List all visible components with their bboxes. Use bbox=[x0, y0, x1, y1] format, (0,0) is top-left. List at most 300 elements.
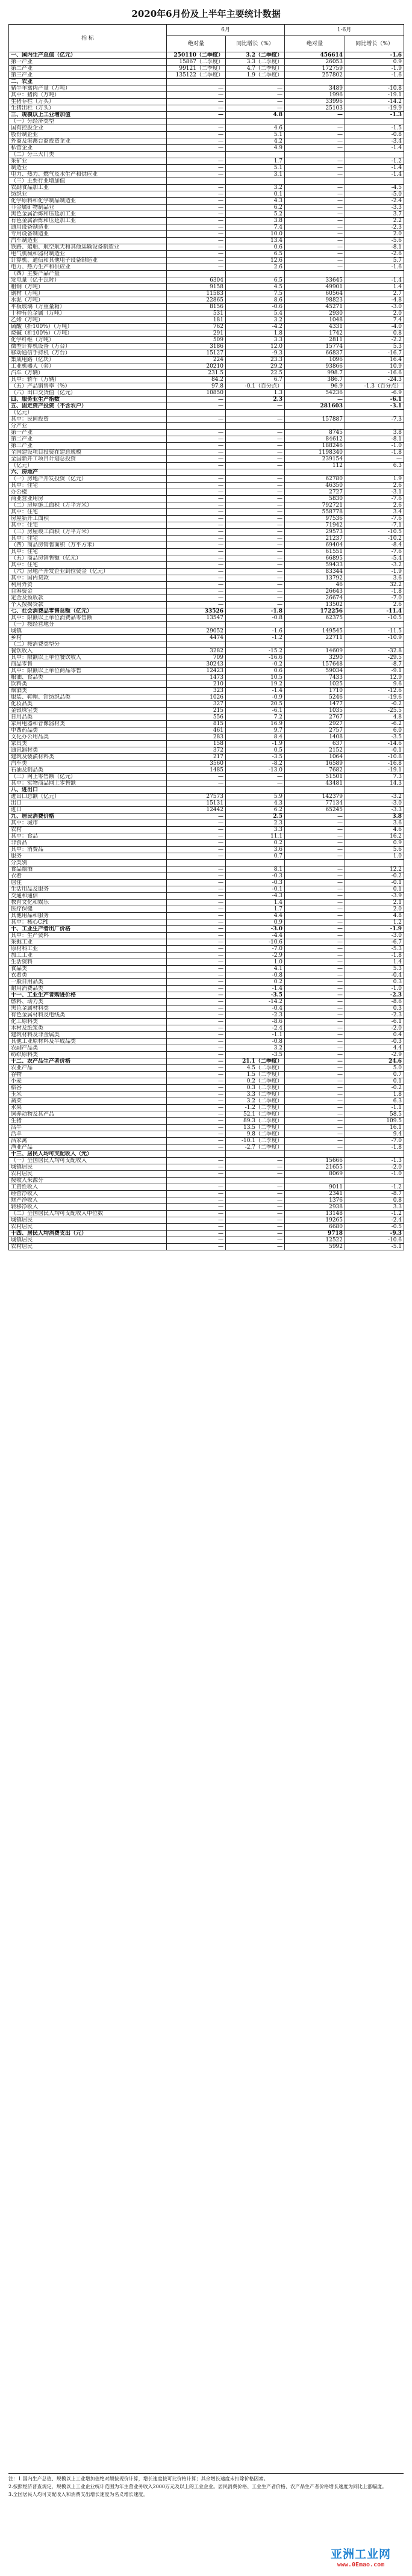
row-indicator-name: 乙烯（万吨） bbox=[9, 317, 167, 324]
row-half-growth: -5.4 bbox=[345, 555, 404, 562]
row-indicator-name: 生猪出栏（万头） bbox=[9, 105, 167, 112]
row-indicator-name: 集成电路（亿块） bbox=[9, 357, 167, 363]
row-half-absolute: 4331 bbox=[285, 324, 345, 330]
row-month-growth: -0.4 bbox=[226, 1005, 285, 1012]
row-half-growth: -24.3 bbox=[345, 377, 404, 383]
row-indicator-name: 服务 bbox=[9, 853, 167, 860]
row-month-absolute: 15131 bbox=[167, 800, 226, 807]
table-row bbox=[9, 913, 404, 919]
row-month-absolute: — bbox=[167, 158, 226, 165]
table-row bbox=[9, 794, 404, 800]
row-half-absolute: — bbox=[285, 185, 345, 191]
row-month-growth: — bbox=[226, 562, 285, 569]
row-half-absolute: — bbox=[285, 847, 345, 853]
row-month-absolute: 283 bbox=[167, 734, 226, 741]
row-indicator-name: 十四、居民人均消费支出（元） bbox=[9, 1231, 167, 1237]
table-row bbox=[9, 1144, 404, 1151]
row-half-growth: 1.4 bbox=[345, 284, 404, 291]
row-month-absolute: — bbox=[167, 926, 226, 933]
row-month-absolute: — bbox=[167, 986, 226, 992]
row-indicator-name: 服装、鞋帽、针纺织品类 bbox=[9, 694, 167, 701]
row-half-absolute bbox=[285, 787, 345, 794]
table-row bbox=[9, 52, 404, 59]
row-month-absolute: 13547 bbox=[167, 615, 226, 622]
row-month-growth: — bbox=[226, 780, 285, 787]
table-row bbox=[9, 1224, 404, 1231]
table-row bbox=[9, 1191, 404, 1197]
row-half-absolute: 59433 bbox=[285, 562, 345, 569]
row-indicator-name: 黑色金属材料类 bbox=[9, 1005, 167, 1012]
row-indicator-name: 八、进出口 bbox=[9, 787, 167, 794]
row-half-growth: -2.2 bbox=[345, 337, 404, 344]
table-body bbox=[9, 52, 404, 1250]
row-half-absolute: — bbox=[285, 1025, 345, 1032]
row-month-growth: — bbox=[226, 436, 285, 443]
row-half-absolute bbox=[285, 79, 345, 85]
row-half-growth: -0.8 bbox=[345, 132, 404, 138]
row-half-growth: -2.6 bbox=[345, 251, 404, 258]
row-indicator-name: 农村居民 bbox=[9, 1224, 167, 1231]
row-half-growth: 0.7 bbox=[345, 1072, 404, 1078]
row-month-absolute: — bbox=[167, 555, 226, 562]
row-month-absolute: 231.5 bbox=[167, 370, 226, 377]
row-indicator-name: 小麦 bbox=[9, 1078, 167, 1085]
row-half-growth: 2.6 bbox=[345, 502, 404, 509]
table-row bbox=[9, 99, 404, 105]
row-half-absolute: — bbox=[285, 1092, 345, 1098]
table-row bbox=[9, 1178, 404, 1184]
row-month-growth bbox=[226, 79, 285, 85]
row-month-absolute: — bbox=[167, 416, 226, 423]
row-month-growth: -1.9 bbox=[226, 741, 285, 747]
row-indicator-name: 全国新开工项目计划总投资 bbox=[9, 456, 167, 463]
row-half-absolute: 15774 bbox=[285, 344, 345, 350]
row-half-growth: -1.2 bbox=[345, 158, 404, 165]
row-month-growth: -1.1 bbox=[226, 1032, 285, 1039]
row-half-growth: -19.9 bbox=[345, 105, 404, 112]
row-month-absolute: — bbox=[167, 1012, 226, 1019]
row-month-growth: — bbox=[226, 1237, 285, 1244]
row-half-absolute: 12522 bbox=[285, 1237, 345, 1244]
row-indicator-name: 金银珠宝类 bbox=[9, 708, 167, 714]
table-row bbox=[9, 443, 404, 449]
row-month-absolute: 3282 bbox=[167, 648, 226, 655]
row-half-absolute: 1048 bbox=[285, 317, 345, 324]
row-month-growth: — bbox=[226, 99, 285, 105]
table-row bbox=[9, 1164, 404, 1171]
row-half-growth: -0.2 bbox=[345, 873, 404, 880]
row-month-absolute: 12423 bbox=[167, 668, 226, 675]
row-half-absolute: — bbox=[285, 125, 345, 132]
row-half-growth: 6.3 bbox=[345, 463, 404, 469]
row-month-growth: 6.2 bbox=[226, 205, 285, 211]
row-half-absolute: 2727 bbox=[285, 489, 345, 496]
row-month-growth: 3.3 bbox=[226, 827, 285, 833]
row-indicator-name: 其中：实物商品网上零售额 bbox=[9, 780, 167, 787]
row-half-growth: -9.3 bbox=[345, 1231, 404, 1237]
table-row bbox=[9, 873, 404, 880]
row-indicator-name: 生猪 bbox=[9, 1118, 167, 1125]
row-month-absolute: — bbox=[167, 1058, 226, 1065]
row-month-absolute: — bbox=[167, 165, 226, 171]
row-half-absolute: 13792 bbox=[285, 575, 345, 582]
row-indicator-name: 第三产业 bbox=[9, 72, 167, 79]
row-month-growth: — bbox=[226, 1211, 285, 1217]
row-half-absolute: 49901 bbox=[285, 284, 345, 291]
row-month-absolute: 291 bbox=[167, 330, 226, 337]
row-half-growth bbox=[345, 1178, 404, 1184]
table-row bbox=[9, 880, 404, 886]
table-row bbox=[9, 310, 404, 317]
row-indicator-name: 商品零售 bbox=[9, 661, 167, 668]
row-month-absolute: — bbox=[167, 251, 226, 258]
row-half-growth: -8.6 bbox=[345, 999, 404, 1005]
table-row bbox=[9, 178, 404, 185]
row-month-growth: 2.3 bbox=[226, 397, 285, 403]
row-indicator-name: 渔业产品 bbox=[9, 1144, 167, 1151]
row-indicator-name: 电力、热力生产和供应业 bbox=[9, 264, 167, 271]
row-month-absolute: 30243 bbox=[167, 661, 226, 668]
row-indicator-name: 其中：城市 bbox=[9, 820, 167, 827]
row-month-absolute: 224 bbox=[167, 357, 226, 363]
row-month-growth: 12.0 bbox=[226, 344, 285, 350]
row-half-absolute: 45271 bbox=[285, 304, 345, 310]
table-row bbox=[9, 205, 404, 211]
row-indicator-name: 电气机械和器材制造业 bbox=[9, 251, 167, 258]
table-row bbox=[9, 383, 404, 390]
row-half-absolute: 1035 bbox=[285, 708, 345, 714]
row-indicator-name: 财产净收入 bbox=[9, 1197, 167, 1204]
row-month-absolute: — bbox=[167, 595, 226, 602]
row-month-growth: -0.6 bbox=[226, 304, 285, 310]
row-half-growth: -1.0 bbox=[345, 1171, 404, 1178]
row-half-growth: -19.6 bbox=[345, 694, 404, 701]
row-half-absolute: 3290 bbox=[285, 655, 345, 661]
table-row bbox=[9, 191, 404, 198]
table-row bbox=[9, 886, 404, 893]
row-month-absolute: — bbox=[167, 1184, 226, 1191]
table-row bbox=[9, 410, 404, 416]
row-month-growth: 1.3 bbox=[226, 390, 285, 397]
row-indicator-name: 生猪存栏（万头） bbox=[9, 99, 167, 105]
row-half-absolute: — bbox=[285, 1098, 345, 1105]
row-half-growth: 5.0 bbox=[345, 1065, 404, 1072]
row-indicator-name: 农业产品 bbox=[9, 1065, 167, 1072]
header-half-growth: 同比增长（%） bbox=[345, 36, 404, 52]
row-half-growth: -1.9 bbox=[345, 66, 404, 72]
row-half-growth: -10.9 bbox=[345, 635, 404, 641]
table-row bbox=[9, 165, 404, 171]
row-half-absolute: — bbox=[285, 886, 345, 893]
row-indicator-name: 纺织业 bbox=[9, 191, 167, 198]
table-row bbox=[9, 277, 404, 284]
row-half-growth: -3.3 bbox=[345, 807, 404, 814]
row-half-growth: -29.5 bbox=[345, 655, 404, 661]
row-month-growth: — bbox=[226, 1231, 285, 1237]
row-month-absolute: — bbox=[167, 171, 226, 178]
row-month-growth: 0.2（二季度） bbox=[226, 1078, 285, 1085]
row-indicator-name: 其中：限额以上单位商品零售 bbox=[9, 668, 167, 675]
row-half-growth: -7.6 bbox=[345, 549, 404, 555]
row-month-absolute: — bbox=[167, 1065, 226, 1072]
row-half-absolute: — bbox=[285, 900, 345, 906]
table-row bbox=[9, 284, 404, 291]
row-half-absolute: 54236 bbox=[285, 390, 345, 397]
row-indicator-name: 城镇居民 bbox=[9, 1237, 167, 1244]
row-half-growth: 16.1 bbox=[345, 1125, 404, 1131]
row-month-absolute: — bbox=[167, 132, 226, 138]
table-row bbox=[9, 708, 404, 714]
row-month-absolute: — bbox=[167, 1131, 226, 1138]
row-half-growth: 4.8 bbox=[345, 913, 404, 919]
row-month-absolute: 709 bbox=[167, 655, 226, 661]
row-half-absolute: — bbox=[285, 840, 345, 847]
row-indicator-name: 经营净收入 bbox=[9, 1191, 167, 1197]
table-row bbox=[9, 919, 404, 926]
row-month-growth: — bbox=[226, 509, 285, 516]
table-row bbox=[9, 833, 404, 840]
row-half-growth: -2.3 bbox=[345, 992, 404, 999]
row-month-absolute: 3560 bbox=[167, 761, 226, 767]
row-month-growth: -0.1（百分点） bbox=[226, 383, 285, 390]
row-half-absolute: — bbox=[285, 939, 345, 946]
row-half-growth: -6.7 bbox=[345, 939, 404, 946]
row-half-absolute: 1996 bbox=[285, 92, 345, 99]
row-month-absolute: — bbox=[167, 833, 226, 840]
row-indicator-name: 铁路、船舶、航空航天和其他运输设备制造业 bbox=[9, 244, 167, 251]
row-month-growth bbox=[226, 119, 285, 125]
row-month-growth: 0.6 bbox=[226, 244, 285, 251]
table-row bbox=[9, 549, 404, 555]
row-month-absolute: — bbox=[167, 1098, 226, 1105]
row-half-growth: 0.8 bbox=[345, 1197, 404, 1204]
row-half-absolute: — bbox=[285, 853, 345, 860]
row-half-growth: -10.2 bbox=[345, 536, 404, 542]
row-month-absolute: — bbox=[167, 502, 226, 509]
row-month-absolute: 327 bbox=[167, 701, 226, 708]
table-row bbox=[9, 939, 404, 946]
row-half-growth: -6.1 bbox=[345, 397, 404, 403]
row-half-absolute: — bbox=[285, 999, 345, 1005]
row-indicator-name: 十二、农产品生产者价格 bbox=[9, 1058, 167, 1065]
row-month-growth: 3.2 bbox=[226, 185, 285, 191]
table-row bbox=[9, 92, 404, 99]
row-indicator-name: 采矿业 bbox=[9, 158, 167, 165]
row-month-absolute: — bbox=[167, 1118, 226, 1125]
row-half-growth: 6.0 bbox=[345, 727, 404, 734]
row-half-absolute: 65245 bbox=[285, 807, 345, 814]
row-month-absolute: — bbox=[167, 231, 226, 238]
row-month-absolute: — bbox=[167, 1039, 226, 1045]
row-month-growth: — bbox=[226, 555, 285, 562]
row-half-absolute: 15666 bbox=[285, 1158, 345, 1164]
row-month-growth: 13.4 bbox=[226, 238, 285, 244]
footnote-1: 注：1.国内生产总值、规模以上工业增加值绝对额按现价计算，增长速度按可比价格计算；其余增长速度未扣除价格因素。 bbox=[8, 2476, 269, 2482]
table-row bbox=[9, 509, 404, 516]
table-row bbox=[9, 979, 404, 986]
row-month-growth: 8.4 bbox=[226, 734, 285, 741]
row-month-growth: — bbox=[226, 1191, 285, 1197]
row-month-growth: 3.2 bbox=[226, 1045, 285, 1052]
table-row bbox=[9, 761, 404, 767]
row-month-growth: — bbox=[226, 416, 285, 423]
row-half-absolute: — bbox=[285, 1072, 345, 1078]
table-row bbox=[9, 304, 404, 310]
row-half-growth: -6.9 bbox=[345, 390, 404, 397]
table-row bbox=[9, 860, 404, 866]
row-month-growth: 8.1 bbox=[226, 866, 285, 873]
row-indicator-name: 第三产业 bbox=[9, 443, 167, 449]
table-row bbox=[9, 1184, 404, 1191]
row-half-absolute: — bbox=[285, 145, 345, 152]
row-month-absolute bbox=[167, 410, 226, 416]
row-month-growth: -2.4 bbox=[226, 1025, 285, 1032]
row-indicator-name: 衣着类 bbox=[9, 972, 167, 979]
row-half-growth: -1.8 bbox=[345, 449, 404, 456]
row-half-absolute: 637 bbox=[285, 741, 345, 747]
row-half-absolute: — bbox=[285, 1012, 345, 1019]
row-indicator-name: 汽车（万辆） bbox=[9, 370, 167, 377]
row-indicator-name: 其中：限额以上单位餐饮收入 bbox=[9, 655, 167, 661]
table-row bbox=[9, 555, 404, 562]
row-indicator-name: 硫酸（折100%）（万吨） bbox=[9, 324, 167, 330]
table-row bbox=[9, 390, 404, 397]
row-half-growth: -3.1 bbox=[345, 403, 404, 410]
table-row bbox=[9, 1118, 404, 1125]
row-half-growth: 5.6 bbox=[345, 847, 404, 853]
row-month-growth: 6.5 bbox=[226, 251, 285, 258]
row-indicator-name: 农副食品加工业 bbox=[9, 185, 167, 191]
row-month-absolute: — bbox=[167, 1078, 226, 1085]
row-half-growth: 12.2 bbox=[345, 866, 404, 873]
row-half-absolute: 188246 bbox=[285, 443, 345, 449]
row-month-absolute: 762 bbox=[167, 324, 226, 330]
row-month-growth: 9.7 bbox=[226, 727, 285, 734]
row-half-growth: 4.8 bbox=[345, 714, 404, 721]
row-half-growth: 2.6 bbox=[345, 483, 404, 489]
row-month-absolute: — bbox=[167, 900, 226, 906]
row-indicator-name: 烟酒类 bbox=[9, 688, 167, 694]
row-half-growth: -1.8 bbox=[345, 588, 404, 595]
row-month-growth: — bbox=[226, 1197, 285, 1204]
row-month-growth: 10.5 bbox=[226, 675, 285, 681]
row-half-growth: -2.9 bbox=[345, 1052, 404, 1058]
row-indicator-name: （五）产品销售率（%） bbox=[9, 383, 167, 390]
table-row bbox=[9, 502, 404, 509]
row-month-growth: 7.4 bbox=[226, 224, 285, 231]
row-month-absolute bbox=[167, 178, 226, 185]
row-month-absolute: — bbox=[167, 1052, 226, 1058]
row-half-growth: 109.5 bbox=[345, 1118, 404, 1125]
row-month-growth: 16.9 bbox=[226, 721, 285, 727]
row-half-absolute: — bbox=[285, 218, 345, 224]
row-month-absolute: 10850 bbox=[167, 390, 226, 397]
table-row bbox=[9, 820, 404, 827]
row-month-absolute: — bbox=[167, 516, 226, 522]
table-row bbox=[9, 602, 404, 608]
row-half-growth: 0.1 bbox=[345, 1078, 404, 1085]
row-month-growth: -3.5 bbox=[226, 992, 285, 999]
table-row bbox=[9, 423, 404, 430]
footnote-2: 2.按照经济普查规定，规模以上工业企业统计范围为年主营业务收入2000万元及以上的工业企业。居民消费价格、工业生产者价格、农产品生产者价格增长速度为同比上涨幅度。 bbox=[8, 2484, 387, 2489]
table-row bbox=[9, 363, 404, 370]
row-half-growth bbox=[345, 1151, 404, 1158]
row-half-growth: -4.0 bbox=[345, 324, 404, 330]
row-month-absolute: 15867（二季度） bbox=[167, 59, 226, 66]
header-month: 6月 bbox=[167, 25, 285, 36]
row-month-absolute: 556 bbox=[167, 714, 226, 721]
row-month-absolute: — bbox=[167, 953, 226, 959]
table-row bbox=[9, 271, 404, 277]
row-half-absolute: — bbox=[285, 264, 345, 271]
row-half-growth: -2.0 bbox=[345, 1025, 404, 1032]
row-indicator-name: 股份制企业 bbox=[9, 132, 167, 138]
row-half-growth: 0.9 bbox=[345, 840, 404, 847]
row-half-absolute: 239154 bbox=[285, 456, 345, 463]
row-half-absolute: — bbox=[285, 238, 345, 244]
row-half-growth: -3.5 bbox=[345, 734, 404, 741]
row-half-absolute: — bbox=[285, 1085, 345, 1092]
row-month-growth bbox=[226, 1151, 285, 1158]
row-month-absolute: 20210 bbox=[167, 363, 226, 370]
row-month-growth: 20.5 bbox=[226, 701, 285, 708]
row-half-growth: -5.3 bbox=[345, 946, 404, 953]
row-half-absolute: — bbox=[285, 1019, 345, 1025]
row-indicator-name: 平板玻璃（万重量箱） bbox=[9, 304, 167, 310]
table-row bbox=[9, 661, 404, 668]
row-month-absolute: — bbox=[167, 509, 226, 516]
row-half-growth: -14.6 bbox=[345, 741, 404, 747]
row-month-growth: — bbox=[226, 1244, 285, 1250]
row-month-absolute: — bbox=[167, 972, 226, 979]
row-month-absolute: — bbox=[167, 1019, 226, 1025]
row-half-growth: -19.1 bbox=[345, 767, 404, 774]
table-row bbox=[9, 992, 404, 999]
row-half-growth: -5.0 bbox=[345, 191, 404, 198]
row-half-growth: 2.0 bbox=[345, 231, 404, 238]
row-indicator-name: 其他用品和服务 bbox=[9, 913, 167, 919]
row-month-growth: — bbox=[226, 449, 285, 456]
row-month-absolute: — bbox=[167, 853, 226, 860]
row-month-absolute: — bbox=[167, 979, 226, 986]
table-row bbox=[9, 1151, 404, 1158]
row-month-growth bbox=[226, 641, 285, 648]
row-half-absolute: — bbox=[285, 972, 345, 979]
row-indicator-name: 餐饮收入 bbox=[9, 648, 167, 655]
row-half-absolute: — bbox=[285, 1045, 345, 1052]
row-indicator-name: 四、服务业生产指数 bbox=[9, 397, 167, 403]
table-row bbox=[9, 622, 404, 628]
row-month-absolute bbox=[167, 469, 226, 476]
row-month-growth: — bbox=[226, 92, 285, 99]
row-half-absolute: — bbox=[285, 820, 345, 827]
row-month-growth: -7.0 bbox=[226, 946, 285, 953]
row-month-growth: 2.5 bbox=[226, 814, 285, 820]
table-row bbox=[9, 1098, 404, 1105]
row-month-growth: -4.4 bbox=[226, 933, 285, 939]
row-month-absolute: — bbox=[167, 522, 226, 529]
row-month-absolute: — bbox=[167, 191, 226, 198]
row-indicator-name: 化学纤维（万吨） bbox=[9, 337, 167, 344]
row-half-absolute: 7682 bbox=[285, 767, 345, 774]
row-month-absolute: — bbox=[167, 105, 226, 112]
row-month-absolute: 1485 bbox=[167, 767, 226, 774]
row-month-growth: 0.3（二季度） bbox=[226, 1085, 285, 1092]
row-indicator-name: 水果 bbox=[9, 1105, 167, 1111]
row-month-growth: — bbox=[226, 542, 285, 549]
row-half-growth: -1.3 bbox=[345, 112, 404, 119]
row-month-absolute: — bbox=[167, 562, 226, 569]
